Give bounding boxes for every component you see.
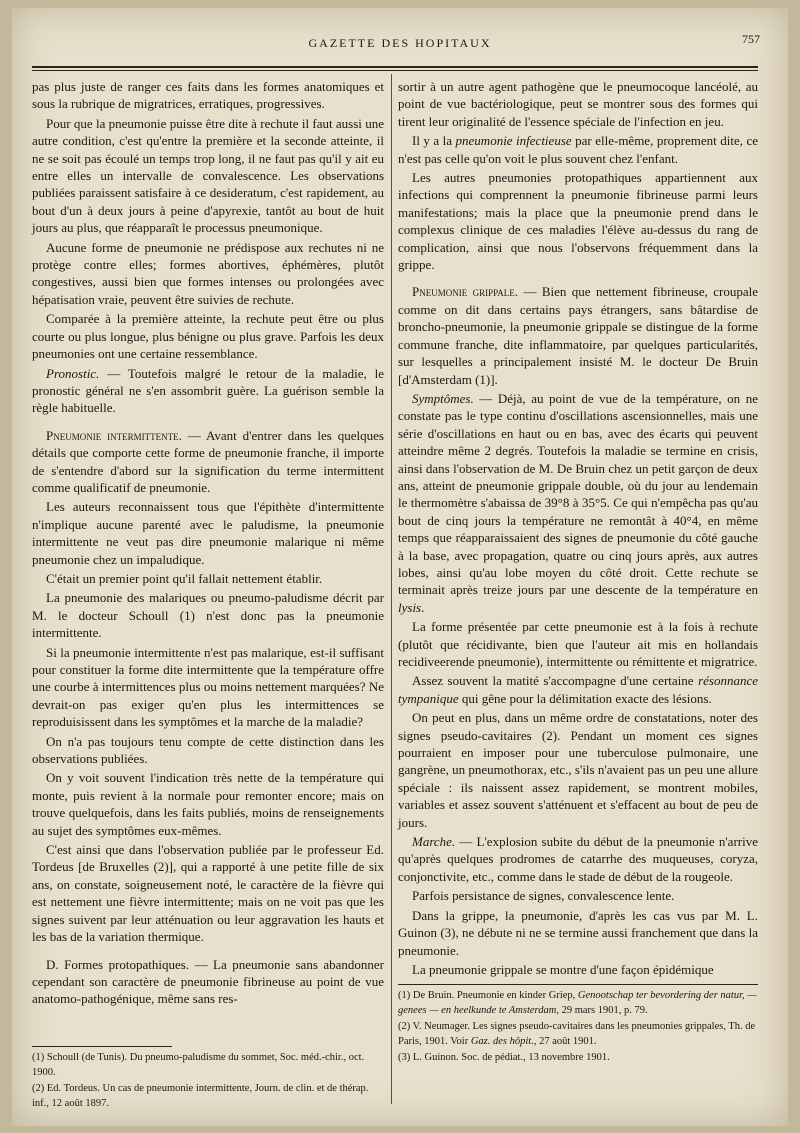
paragraph: Pour que la pneumonie puisse être dite à rechute il faut aussi une autre condition, c'est qu'entre la première et la seconde atteinte, il ne se soit pas écoulé un temps trop long, il ne faut pas qu'il y ait eu entre elles un intervalle de convalescence. Les observations publiées paraissent satisfaire à ce desideratum, c'est rapidement, au bout d'un à deux jours à peine d'apyrexie, tantôt au bout de huit jours au plus, que réapparaît le processus pneumonique. xyxy=(32,115,384,236)
section-paragraph: D. Formes protopathiques. — La pneumonie sans abandonner cependant son caractère de pneumonie fibrineuse au point de vue anatomo-pathogénique, même sans res- xyxy=(32,956,384,1007)
paragraph: Les autres pneumonies protopathiques appartiennent aux infections qui comprennent la pneumonie fibrineuse parmi leurs manifestations; mais la place que la pneumonie prend dans le complexus clinique de ces maladies l'élève au-dessus du rang de complication, ainsi que nous l'observons fréquemment dans la grippe. xyxy=(398,170,758,273)
page-number: 757 xyxy=(742,32,760,46)
column-divider xyxy=(391,74,392,1104)
paragraph: Il y a la pneumonie infectieuse par elle-même, proprement dite, ce n'est pas celle qu'on voit le plus souvent chez l'enfant. xyxy=(398,133,758,166)
paragraph: La pneumonie grippale se montre d'une façon épidémique xyxy=(412,961,714,977)
section-label: Symptômes. xyxy=(412,390,474,406)
paragraph: Assez souvent la matité s'accompagne d'une certaine résonnance tympanique qui gêne pour la délimitation exacte des lésions. xyxy=(398,673,758,706)
paragraph: La forme présentée par cette pneumonie est à la fois à rechute (plutôt que récidivante, bien que l'auteur ait mis en hollandais recidiveerende pneumonie), intermittente ou rémittente et migratrice. xyxy=(398,619,758,669)
paragraph: C'est ainsi que dans l'observation publiée par le professeur Ed. Tordeus [de Bruxelles (2)], qui a rapporté à une petite fille de six ans, on constate, soigneusement noté, le caractère de la fièvre qui est nettement une fièvre intermittente; mais on ne voit pas que les signes suivent par leur atténuation ou leur aggravation les hauts et les bas de la variation thermique. xyxy=(32,842,384,945)
paragraph: Les auteurs reconnaissent tous que l'épithète d'intermittente n'implique aucune parenté avec le paludisme, la pneumonie intermittente ne veut pas dire pneumonie malarique ni même pneumonie chez un impaludique. xyxy=(32,499,384,567)
paragraph: On y voit souvent l'indication très nette de la température qui monte, puis revient à la normale pour remonter encore; mais on trouve quelquefois, dans les faits publiés, moins de renseignements au sujet des symptômes eux-mêmes. xyxy=(32,770,384,838)
section-heading: D. Formes protopathiques. xyxy=(46,956,190,972)
left-column xyxy=(32,78,384,1010)
paragraph: On n'a pas toujours tenu compte de cette distinction dans les observations publiées. xyxy=(32,733,384,767)
paragraph: C'était un premier point qu'il fallait nettement établir. xyxy=(46,570,323,586)
section-paragraph: Pneumonie intermittente. — Avant d'entrer dans les quelques détails que comporte cette forme de pneumonie franche, il importe de s'entendre d'abord sur la signification du terme intermittent comme qualificatif de pneumonie. xyxy=(32,427,384,495)
journal-title: GAZETTE DES HOPITAUX xyxy=(308,36,492,50)
footnote-rule xyxy=(32,1046,172,1047)
footnote: (1) Schoull (de Tunis). Du pneumo-paludisme du sommet, Soc. méd.-chir., oct. 1900. xyxy=(32,1052,365,1078)
footnote: (1) De Bruin. Pneumonie en kinder Griep, Genootschap ter bevordering der natur, — genees — en heelkunde te Amsterdam, 29 mars 1901, p. 79. xyxy=(398,990,757,1016)
paragraph: Parfois persistance de signes, convalescence lente. xyxy=(412,888,675,904)
paragraph: Dans la grippe, la pneumonie, d'après les cas vus par M. L. Guinon (3), ne débute ni ne se termine aussi franchement que dans la pneumonie. xyxy=(398,907,758,958)
paragraph: Comparée à la première atteinte, la rechute peut être ou plus courte ou plus longue, plus bénigne ou plus grave. Parfois les deux pneumonies ont une certaine ressemblance. xyxy=(32,311,384,362)
paragraph: Aucune forme de pneumonie ne prédispose aux rechutes ni ne protège contre elles; formes abortives, éphémères, plutôt congestives, aussi bien que formes intenses ou prolongées avec hépatisation vraie, peuvent être suivies de rechute. xyxy=(32,239,384,307)
section-label: Pronostic. xyxy=(46,365,100,381)
footnote: (3) L. Guinon. Soc. de pédiat., 13 novembre 1901. xyxy=(398,1052,610,1063)
footnote: (2) Ed. Tordeus. Un cas de pneumonie intermittente, Journ. de clin. et de thérap. inf., 12 août 1897. xyxy=(32,1083,369,1109)
section-paragraph: Pneumonie grippale. — Bien que nettement fibrineuse, croupale comme on dit dans certains pays étrangers, sans bâtardise de broncho-pneumonie, la pneumonie grippale se distingue de la forme commune franche, dite inflammatoire, par quelques particularités, sur lesquelles a principalement insisté M. le docteur De Bruin [d'Amsterdam (1)]. xyxy=(398,284,759,387)
newspaper-page xyxy=(12,8,788,1126)
footnote: (2) V. Neumager. Les signes pseudo-cavitaires dans les pneumonies grippales, Th. de Paris, 1901. Voir Gaz. des hôpit., 27 août 1901. xyxy=(398,1021,756,1047)
right-column xyxy=(398,78,758,980)
paragraph: La pneumonie des malariques ou pneumo-paludisme décrit par M. le docteur Schoull (1) n'est donc pas la pneumonie intermittente. xyxy=(32,590,384,641)
paragraph: Pronostic. — Toutefois malgré le retour de la maladie, le pronostic général ne s'en assombrit guère. La guérison semble la règle habituelle. xyxy=(32,365,384,416)
footnote-rule xyxy=(398,984,758,985)
header-rule xyxy=(32,66,758,68)
header-rule-thin xyxy=(32,70,758,71)
left-footnotes xyxy=(32,1038,384,1113)
paragraph: Si la pneumonie intermittente n'est pas malarique, est-il suffisant pour constituer la forme dite intermittente que la température offre une courbe à intermittences plus ou moins nettement marquées? Ne devrait-on pas exiger qu'en plus les intermittences se reproduisissent dans les symptômes et la marche de la maladie? xyxy=(32,644,384,730)
paragraph: Symptômes. — Déjà, au point de vue de la température, on ne constate pas le type continu d'oscillations ascensionnelles, mais une série d'oscillations en haut ou en bas, avec des écarts qui peuvent atteindre même 2 degrés. Toutefois la maladie se termine en crisis, ainsi dans l'observation de M. De Bruin chez un petit garçon de deux ans, atteint de pneumonie grippale double, où du jour au lendemain le thermomètre s'abaissa de 39°8 à 35°5. Ce qui n'empêcha pas qu'au bout de cinq jours la température ne remontât à 40°4, en même temps que réapparaissaient des signes de pneumonie du côté gauche à la base, avec propagation, quatre ou cinq jours après, aux autres lobes, ainsi qu'au lobe moyen du côté droit. Cette rechute se terminait après treize jours par une descente de la température en lysis. xyxy=(398,390,758,615)
paragraph: sortir à un autre agent pathogène que le pneumocoque lancéolé, au point de vue bactériologique, peut se montrer sous des formes qui tirent leur originalité de l'essence spéciale de l'infection en jeu. xyxy=(398,79,758,129)
paragraph: Marche. — L'explosion subite du début de la pneumonie n'arrive qu'après quelques prodromes de catarrhe des muqueuses, coryza, conjonctivite, etc., comme dans le stade de début de la rougeole. xyxy=(398,834,758,884)
section-heading: Pneumonie intermittente. xyxy=(46,427,182,443)
section-heading: Pneumonie grippale. xyxy=(412,284,519,300)
paragraph: pas plus juste de ranger ces faits dans les formes anatomiques et sous la rubrique de migratrices, erratiques, progressives. xyxy=(32,79,384,112)
paragraph: On peut en plus, dans un même ordre de constatations, noter des signes pseudo-cavitaires (2). Pendant un moment ces signes pourraient en imposer pour une tuberculose pulmonaire, une gangrène, un pneumothorax, etc., s'ils n'avaient pas un peu une allure spéciale : ils naissent assez rapidement, se montrent mobiles, variables et assez souvent s'atténuent et s'effacent au bout de peu de jours. xyxy=(398,710,758,830)
section-label: Marche. xyxy=(412,834,456,850)
right-footnotes xyxy=(398,978,758,1068)
